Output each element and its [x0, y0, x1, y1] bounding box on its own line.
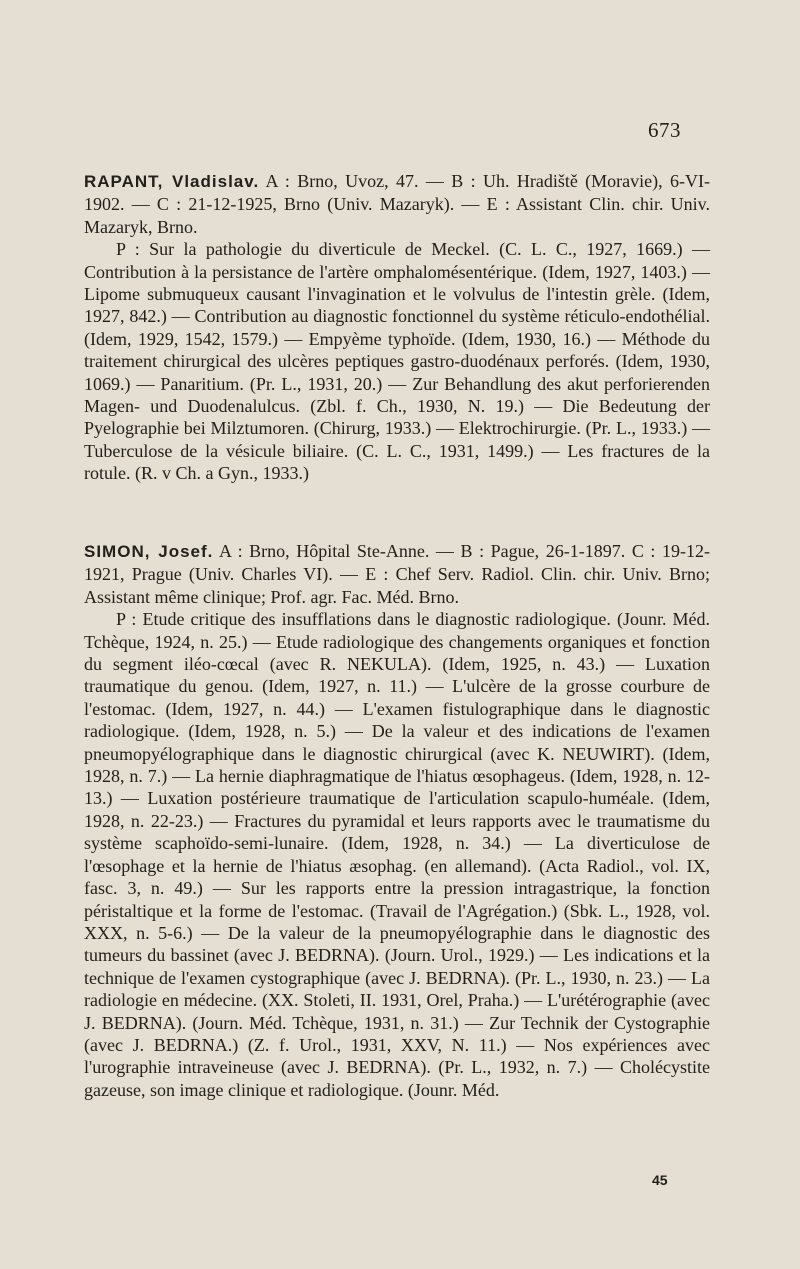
entry-name: SIMON, Josef.	[84, 542, 214, 561]
entry-details: A : Brno, Hôpital Ste-Anne. — B : Pague, 26-1-1897. C : 19-12-1921, Prague (Univ. Charles VI). — E : Chef Serv. Radiol. Clin. chir. Univ. Brno; Assistant même clinique; Prof. agr. Fac. Méd. Brno.	[84, 541, 710, 607]
page-number: 673	[648, 118, 681, 142]
entry-publications: P : Sur la pathologie du diverticule de Meckel. (C. L. C., 1927, 1669.) — Contribution à la persistance de l'artère omphalomésentérique. (Idem, 1927, 1403.) — Lipome submuqueux causant l'invagination et le volvulus de l'intestin grèle. (Idem, 1927, 842.) — Contribution au diagnostic fonctionnel du système réticulo-endothélial. (Idem, 1929, 1542, 1579.) — Empyème typhoïde. (Idem, 1930, 16.) — Méthode du traitement chirurgical des ulcères peptiques gastro-duodénaux perforés. (Idem, 1930, 1069.) — Panaritium. (Pr. L., 1931, 20.) — Zur Behandlung des akut perforierenden Magen- und Duodenalulcus. (Zbl. f. Ch., 1930, N. 19.) — Die Bedeutung der Pyelographie bei Milztumoren. (Chirurg, 1933.) — Elektrochirurgie. (Pr. L., 1933.) — Tuberculose de la vésicule biliaire. (C. L. C., 1931, 1499.) — Les fractures de la rotule. (R. v Ch. a Gyn., 1933.)	[84, 239, 710, 484]
entry-details: A : Brno, Uvoz, 47. — B : Uh. Hradiště (Moravie), 6-VI-1902. — C : 21-12-1925, Brno (Univ. Mazaryk). — E : Assistant Clin. chir. Univ. Mazaryk, Brno.	[84, 171, 710, 237]
entry-publications: P : Etude critique des insufflations dans le diagnostic radiologique. (Jounr. Méd. Tchèque, 1924, n. 25.) — Etude radiologique des changements organiques et fonction du segment iléo-cœcal (avec R. NEKULA). (Idem, 1925, n. 43.) — Luxation traumatique du genou. (Idem, 1927, n. 11.) — L'ulcère de la grosse courbure de l'estomac. (Idem, 1927, n. 44.) — L'examen fistulographique dans le diagnostic radiologique. (Idem, 1928, n. 5.) — De la valeur et des indications de l'examen pneumopyélographique dans le diagnostic chirurgical (avec K. NEUWIRT). (Idem, 1928, n. 7.) — La hernie diaphragmatique de l'hiatus œsophageus. (Idem, 1928, n. 12-13.) — Luxation postérieure traumatique de l'articulation scapulo-huméale. (Idem, 1928, n. 22-23.) — Fractures du pyramidal et leurs rapports avec le traumatisme du système scaphoïdo-semi-lunaire. (Idem, 1928, n. 34.) — La diverticulose de l'œsophage et la hernie de l'hiatus æsophag. (en allemand). (Acta Radiol., vol. IX, fasc. 3, n. 49.) — Sur les rapports entre la pression intragastrique, la fonction péristaltique et la forme de l'estomac. (Travail de l'Agrégation.) (Sbk. L., 1928, vol. XXX, n. 5-6.) — De la valeur de la pneumopyélographie dans le diagnostic des tumeurs du bassinet (avec J. BEDRNA). (Journ. Urol., 1929.) — Les indications et la technique de l'examen cystographique (avec J. BEDRNA). (Pr. L., 1930, n. 23.) — La radiologie en médecine. (XX. Stoleti, II. 1931, Orel, Praha.) — L'urétérographie (avec J. BEDRNA). (Journ. Méd. Tchèque, 1931, n. 31.) — Zur Technik der Cystographie (avec J. BEDRNA.) (Z. f. Urol., 1931, XXV, N. 11.) — Nos expériences avec l'urographie intraveineuse (avec J. BEDRNA). (Pr. L., 1932, n. 7.) — Cholécystite gazeuse, son image clinique et radiologique. (Jounr. Méd.	[84, 609, 710, 1100]
biography-entry	[84, 170, 710, 485]
entry-header	[84, 170, 710, 238]
biography-entry	[84, 540, 710, 1101]
entry-name: RAPANT, Vladislav.	[84, 172, 260, 191]
entry-header	[84, 540, 710, 608]
signature-mark: 45	[652, 1172, 668, 1188]
